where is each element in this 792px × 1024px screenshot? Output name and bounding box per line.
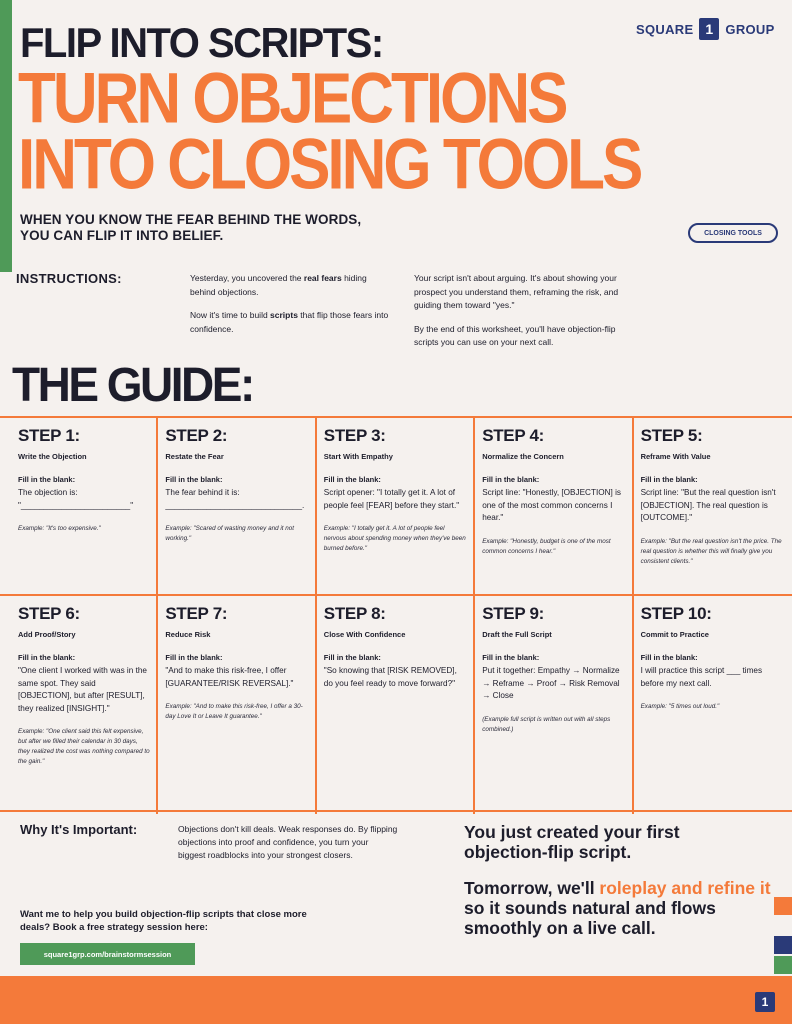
footer-logo-icon: 1 — [755, 992, 775, 1012]
accent-square-green — [774, 956, 792, 974]
steps-grid — [0, 416, 792, 812]
step-card-10 — [634, 596, 792, 814]
text-run: so it sounds natural and flows smoothly on a live call. — [464, 898, 716, 938]
subtitle — [20, 212, 361, 244]
step-subtitle: Draft the Full Script — [482, 630, 552, 639]
created-message: You just created your first objection-flip script. — [464, 822, 680, 862]
step-subtitle: Restate the Fear — [165, 452, 224, 461]
step-heading: STEP 5: — [640, 426, 703, 445]
logo-right-text: GROUP — [725, 21, 775, 37]
accent-square-orange — [774, 897, 792, 915]
guide-title: THE GUIDE: — [12, 356, 253, 412]
step-subtitle: Normalize the Concern — [482, 452, 564, 461]
example-text: Example: "Scared of wasting money and it not working." — [165, 525, 294, 542]
title-line-3: INTO CLOSING TOOLS — [18, 125, 641, 205]
why-label: Why It's Important: — [20, 822, 138, 837]
step-card-7 — [158, 596, 316, 814]
example-text: Example: "It's too expensive." — [18, 525, 101, 532]
highlight-text: roleplay and refine it — [599, 878, 771, 898]
step-card-2 — [158, 418, 316, 596]
step-card-8 — [317, 596, 475, 814]
fill-in-text: "One client I worked with was in the same spot. They said [OBJECTION], but after [RESULT], they realized [INSIGHT]." — [18, 666, 147, 713]
instructions-label: INSTRUCTIONS: — [16, 271, 122, 286]
fill-in-text: "And to make this risk-free, I offer [GUARANTEE/RISK REVERSAL]." — [165, 666, 294, 688]
example-text: Example: "And to make this risk-free, I offer a 30-day Love It or Leave It guarantee." — [165, 703, 303, 720]
fill-in-label: Fill in the blank: — [18, 653, 76, 662]
logo-mark: 1 — [699, 18, 719, 40]
title-line-1: FLIP INTO SCRIPTS: — [20, 20, 383, 67]
instructions-paragraph: Your script isn't about arguing. It's about showing your prospect you understand them, reframing the risk, and guiding them toward "yes." — [414, 273, 619, 310]
text-run: Yesterday, you uncovered the — [190, 273, 304, 283]
closing-tools-pill: CLOSING TOOLS — [688, 223, 778, 243]
step-heading: STEP 4: — [482, 426, 545, 445]
example-text: Example: "5 times out loud." — [640, 703, 720, 710]
fill-in-label: Fill in the blank: — [18, 475, 76, 484]
instructions-paragraph — [190, 309, 390, 336]
fill-in-label: Fill in the blank: — [165, 653, 223, 662]
text-run: hiding behind objections. — [190, 273, 367, 297]
step-card-5 — [634, 418, 792, 596]
step-subtitle: Commit to Practice — [640, 630, 709, 639]
step-subtitle: Add Proof/Story — [18, 630, 76, 639]
logo-left-text: SQUARE — [636, 21, 694, 37]
fill-in-label: Fill in the blank: — [323, 653, 381, 662]
step-subtitle: Reframe With Value — [640, 452, 711, 461]
step-subtitle: Reduce Risk — [165, 630, 211, 639]
title-line-2: TURN OBJECTIONS — [18, 59, 566, 139]
fill-in-text: The objection is: "________________________" — [18, 488, 134, 510]
text-run: that flip those fears into confidence. — [190, 310, 389, 334]
footer-bar — [0, 976, 792, 1024]
step-subtitle: Write the Objection — [18, 452, 87, 461]
fill-in-text: Script line: "Honestly, [OBJECTION] is one of the most common concerns I hear." — [482, 488, 621, 522]
text-run: Tomorrow, we'll — [464, 878, 600, 898]
brand-logo — [636, 18, 775, 40]
accent-square-navy — [774, 936, 792, 954]
fill-in-text: Script line: "But the real question isn't [OBJECTION]. The real question is [OUTCOME]." — [640, 488, 776, 522]
step-card-9 — [475, 596, 633, 814]
step-heading: STEP 1: — [18, 426, 80, 445]
instructions-paragraph: By the end of this worksheet, you'll have objection-flip scripts you can use on your next call. — [414, 323, 616, 347]
fill-in-label: Fill in the blank: — [165, 475, 223, 484]
example-text: Example: "But the real question isn't the price. The real question is whether this will finally give you consistent clients." — [640, 537, 782, 565]
step-card-3 — [317, 418, 475, 596]
fill-in-label: Fill in the blank: — [482, 653, 540, 662]
text-run-bold: real fears — [303, 273, 342, 283]
fill-in-text: I will practice this script ___ times before my next call. — [640, 666, 763, 688]
step-heading: STEP 9: — [482, 604, 545, 623]
text-run: Now it's time to build — [190, 310, 271, 320]
left-accent-bar — [0, 0, 12, 272]
step-card-1 — [0, 418, 158, 596]
step-subtitle: Close With Confidence — [323, 630, 406, 639]
fill-in-text: The fear behind it is: ______________________________. — [165, 488, 305, 510]
example-text: Example: "One client said this felt expensive, but after we filled their calendar in 30 days, they realized the cost was nothing compared to the gain." — [18, 728, 150, 765]
subtitle-line-1: WHEN YOU KNOW THE FEAR BEHIND THE WORDS, — [20, 212, 362, 227]
instructions-column-1 — [190, 272, 390, 346]
instructions-column-2 — [414, 272, 624, 360]
step-heading: STEP 8: — [323, 604, 386, 623]
fill-in-label: Fill in the blank: — [640, 653, 698, 662]
step-heading: STEP 7: — [165, 604, 228, 623]
tomorrow-message — [464, 878, 774, 938]
why-text: Objections don't kill deals. Weak responses do. By flipping objections into proof and confidence, you turn your biggest roadblocks into your strongest closers. — [178, 824, 398, 860]
fill-in-label: Fill in the blank: — [323, 475, 381, 484]
step-card-6 — [0, 596, 158, 814]
step-subtitle: Start With Empathy — [323, 452, 393, 461]
fill-in-text: "So knowing that [RISK REMOVED], do you feel ready to move forward?" — [323, 666, 457, 688]
cta-text: Want me to help you build objection-flip scripts that close more deals? Book a free strategy session here: — [20, 909, 307, 933]
fill-in-text: Put it together: Empathy → Normalize → Reframe → Proof → Risk Removal → Close — [482, 666, 620, 700]
step-card-4 — [475, 418, 633, 596]
instructions-paragraph — [190, 272, 390, 299]
step-heading: STEP 6: — [18, 604, 80, 623]
example-text: Example: "I totally get it. A lot of people feel nervous about spending money when they've been burned before." — [323, 525, 466, 552]
step-heading: STEP 10: — [640, 604, 712, 623]
example-text: (Example full script is written out with all steps combined.) — [482, 715, 611, 733]
example-text: Example: "Honestly, budget is one of the most common concerns I hear." — [482, 537, 611, 555]
fill-in-text: Script opener: "I totally get it. A lot of people feel [FEAR] before they start." — [323, 488, 460, 510]
booking-link-button[interactable]: square1grp.com/brainstormsession — [20, 943, 195, 965]
subtitle-line-2: YOU CAN FLIP IT INTO BELIEF. — [20, 228, 224, 243]
step-heading: STEP 2: — [165, 426, 228, 445]
fill-in-label: Fill in the blank: — [482, 475, 540, 484]
fill-in-label: Fill in the blank: — [640, 475, 698, 484]
step-heading: STEP 3: — [323, 426, 386, 445]
text-run-bold: scripts — [270, 310, 298, 320]
